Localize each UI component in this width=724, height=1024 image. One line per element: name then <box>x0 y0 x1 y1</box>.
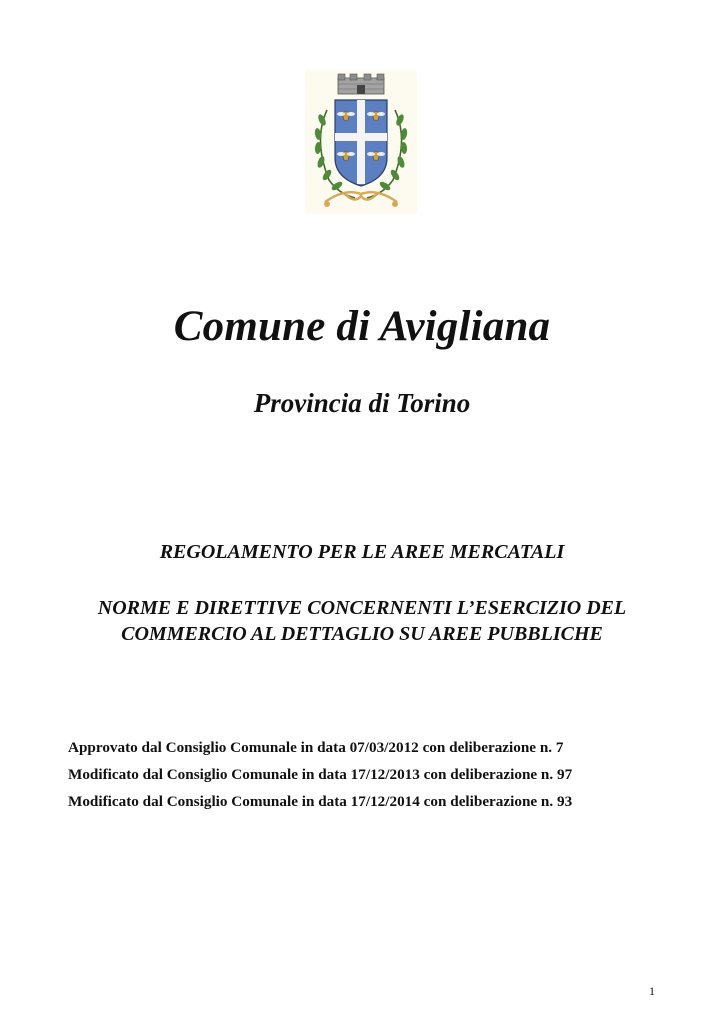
subheading-line: COMMERCIO AL DETTAGLIO SU AREE PUBBLICHE <box>121 623 603 645</box>
crown-icon <box>338 74 384 94</box>
page-number: 1 <box>649 984 655 998</box>
shield-icon <box>335 100 387 186</box>
coat-of-arms-icon <box>305 70 417 214</box>
approval-line: Approvato dal Consiglio Comunale in data 07/03/2012 con deliberazione n. 7 <box>68 739 564 756</box>
page-subtitle: Provincia di Torino <box>253 388 471 418</box>
approval-line: Modificato dal Consiglio Comunale in data 17/12/2013 con deliberazione n. 97 <box>68 766 573 783</box>
municipal-crest <box>305 70 417 214</box>
page-title: Comune di Avigliana <box>173 303 551 350</box>
subheading-line: NORME E DIRETTIVE CONCERNENTI L’ESERCIZIO DEL <box>97 597 627 619</box>
approval-line: Modificato dal Consiglio Comunale in data 17/12/2014 con deliberazione n. 93 <box>68 793 573 810</box>
approval-history <box>68 734 688 815</box>
ribbon-icon <box>324 192 398 207</box>
regulation-heading: REGOLAMENTO PER LE AREE MERCATALI <box>159 541 565 563</box>
regulation-subheading <box>0 595 724 647</box>
